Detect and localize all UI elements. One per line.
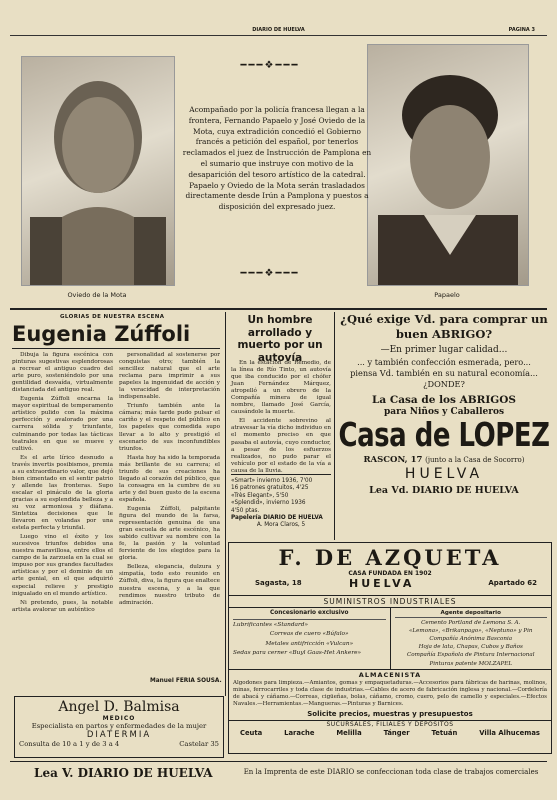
story-extradition: Acompañado por la policía francesa llegan a la frontera, Fernando Papaelo y José Oviedo de la Mota, cuya extradición concedió el Gobierno francés a petición del español, por tenerlos reclamados el juez de Instrucción de Pamplona en el sumario que instruye con motivo de la desaparición del tesoro artístico de la catedral. Papaelo y Oviedo de la Mota serán trasladados directamente desde Irún a Pamplona y puestos a disposición del expresado juez.	[182, 105, 372, 212]
branch-item: Tetuán	[431, 728, 458, 737]
page-number: PAGINA 3	[508, 27, 535, 33]
branch-item: Tánger	[383, 728, 410, 737]
shop-address: A. Mora Claros, 5	[256, 522, 306, 529]
eugenia-headline: Eugenia Zúffoli	[12, 322, 191, 346]
ad-address-line	[338, 455, 550, 465]
list-item: Cemento Portland de Lemona S. A.	[421, 620, 521, 627]
list-item: 4'50 ptas.	[231, 507, 260, 514]
ad-headline: ¿Qué exige Vd. para comprar un buen ABRIGO?	[340, 312, 548, 341]
portrait-icon	[22, 57, 174, 285]
ad-line: —En primer lugar calidad...	[380, 345, 508, 355]
list-item: Compañía Anónima Basconia	[429, 636, 513, 643]
column-rule	[334, 312, 335, 540]
caption-oviedo: Oviedo de la Mota	[67, 291, 127, 299]
ad-line: ... y también confección esmerada, pero...	[357, 357, 531, 367]
azqueta-ad	[228, 542, 552, 754]
paragraph: Eugenia Zúffoli encarna la mayor espiritual de temperamento artístico pulido con la máxima perfección y avalorado por una carrera sólida y triunfante, culminando por todas las tácticas teatrales en que se mueve y cultivó.	[12, 396, 113, 452]
newspaper-title: DIARIO DE HUELVA	[252, 27, 305, 33]
ad-almacen-text: Algodones para limpieza.—Amiantos, gomas y empaquetaduras.—Accesorios para fábricas de harinas, molinos, minas, ferrocarriles y toda clase de industrias.—Cables de acero de fabricación inglesa y nacional.—Cordelería de abacá y cáñamo.—Correas, cigüeñas, bolas, cáñamo, cromo, cuero, pelo de camello y especiales.—Efectos Navales.—Herramientas.—Mangueras.—Pinturas y Barnices.	[233, 679, 547, 707]
list-item: Sedas para cerner «Buyl Gaas-Het Ankere»	[233, 650, 362, 656]
ad-footer: Lea Vd. DIARIO DE HUELVA	[369, 485, 519, 496]
ad-address-note: (junto a la Casa de Socorro)	[425, 456, 525, 464]
ad-request: Solicite precios, muestras y presupuestos	[307, 709, 473, 718]
list-item: Hoja de lata, Chapas, Cubos y Baños	[418, 644, 523, 651]
ad-left-column	[229, 608, 391, 669]
portrait-icon	[368, 45, 528, 285]
ad-title: MEDICO	[102, 715, 136, 722]
ad-city: HUELVA	[349, 577, 415, 590]
branch-item: Villa Alhucemas	[479, 728, 540, 737]
shop-name: Papelería DIARIO DE HUELVA	[231, 515, 323, 522]
ad-box: Apartado 62	[488, 579, 537, 587]
ad-line: piensa Vd. también en su natural economía... ¿DONDE?	[350, 368, 538, 389]
ornament-bottom: ━━━❖━━━	[240, 268, 300, 279]
footer-rule	[10, 761, 547, 762]
ad-branches	[229, 729, 551, 737]
branch-item: Melilla	[336, 728, 362, 737]
column-title: Concesionario exclusivo	[233, 609, 386, 620]
paragraph: Eugenia Zúffoli, palpitante figura del mundo de la farsa, representación genuina de una gran escuela de arte escénico, ha sabido cultivar su nombre con la fe, la pasión y la voluntad ferviente de los elegidos para la gloria.	[119, 505, 220, 562]
balmisa-ad	[14, 696, 224, 758]
photo-papaelo	[367, 44, 529, 286]
header-rule	[10, 35, 547, 36]
ad-line: La Casa de los ABRIGOS	[372, 394, 516, 406]
eugenia-col1	[12, 352, 113, 690]
ornament-top: ━━━❖━━━	[240, 60, 300, 71]
list-item: «Lemona», «Brikanpago», «Neptuno» y Pin	[408, 628, 533, 635]
paragraph: Triunfo también ante la cámara; más tarde pudo pulsar el cariño y el respeto del público en los papeles que comedida supo llevar a lo alto y prestigió el escenario de sus inconfundibles triunfos.	[119, 403, 220, 452]
photo-oviedo	[21, 56, 175, 286]
abrigo-ad	[338, 312, 550, 496]
footer-left: Lea V. DIARIO DE HUELVA	[34, 766, 213, 780]
list-item: Pinturas patente MOLZAPEL	[429, 660, 513, 667]
list-item: Compañía Española de Pintura Internacional	[406, 652, 535, 659]
caption-papaelo: Papaelo	[434, 291, 460, 299]
paragraph: Dibuja la figura escénica con pinturas sugestivas esplendorosas a recrear el antiguo cuadro del arte puro, sosteniéndolo por una gentilidad desvaída, virtualmente distanciada del antiguo real.	[12, 352, 113, 394]
almanac-rule	[231, 474, 331, 475]
eugenia-col2	[119, 352, 220, 674]
list-item: 16 patrones gratuitos, 4'25	[231, 485, 309, 492]
branch-item: Larache	[284, 728, 315, 737]
list-item: «Très Elegant», 5'50	[231, 492, 289, 499]
paragraph: personalidad al sostenerse por conquistas otro; también la sencillez natural que el arte reclama para imprimir a sus papeles la ingenuidad de acción y la veracidad de interpretación indispensable.	[119, 352, 220, 401]
paragraph: Belleza, elegancia, dulzura y simpatía, todo esto reunido en Zúffoli, diva, la figura que enaltece nuestra escena, y a la que rendimos nuestro tributo de admiración.	[119, 564, 220, 606]
section-rule	[10, 308, 547, 310]
ad-section-title: ALMACENISTA	[358, 670, 422, 679]
ad-founded: CASA FUNDADA EN 1902	[348, 570, 432, 577]
paragraph: Ni pretendo, pues, la notable artista avalorar un auténtico	[12, 599, 113, 613]
ad-address: RASCON, 17	[363, 455, 423, 465]
ad-section-title: SUMINISTROS INDUSTRIALES	[229, 595, 551, 608]
eugenia-kicker: GLORIAS DE NUESTRA ESCENA	[60, 314, 165, 320]
eugenia-signature: Manuel FERIA SOUSA.	[150, 678, 222, 684]
almanac-list	[231, 478, 331, 530]
ad-section-title: SUCURSALES, FILIALES Y DEPOSITOS	[229, 720, 551, 728]
ad-specialty: Especialista en partos y enfermedades de la mujer	[31, 722, 207, 730]
ad-city: HUELVA	[404, 466, 484, 482]
paragraph: El accidente sobrevino al atravesar la vía dicho individuo en el momento preciso en que pasaba el autovía, cuyo conductor, a pesar de los esfuerzos realizados, no pudo parar el vehículo por el estado de la vía a causa de la lluvia.	[231, 418, 331, 474]
ad-brand: Casa de LOPEZ	[338, 417, 550, 455]
list-item: Correas de cuero «Búfalo»	[269, 631, 349, 637]
ad-line: para Niños y Caballeros	[383, 407, 505, 417]
accident-headline: Un hombre arrollado y muerto por un autovía	[237, 314, 323, 364]
footer-right: En la Imprenta de este DIARIO se confeccionan toda clase de trabajos comerciales	[243, 768, 539, 776]
paragraph: Es el arte lírico desnudo a través invertis posibismos, premia a su extraordinario valor, que dejó bien cimentado en el sentir patrio y allende las fronteras. Supo escalar el pináculo de la gloria gracias a su esplendida belleza y a su voz armoniosa y diáfana. Sintetiza decisiones que le llevaron en volandas por una estela perfecta y triunfal.	[12, 454, 113, 532]
ad-brand: Angel D. Balmisa	[58, 699, 180, 715]
paragraph: En la estación de Remedio, de la línea de Río Tinto, un autovía que iba conducido por el chófer Juan Fernández Márquez, atropelló a un obrero de la Compañía minera de igual nombre, llamado José García, causándole la muerte.	[231, 360, 331, 416]
eugenia-rule	[12, 348, 220, 349]
ad-right-column	[391, 608, 552, 669]
list-item: «Splendid», invierno 1936	[231, 500, 306, 507]
ad-two-columns	[229, 608, 551, 670]
list-item: Metales antifricción «Vulcan»	[265, 640, 354, 647]
ad-brand: F. DE AZQUETA	[278, 545, 502, 570]
branch-item: Ceuta	[239, 728, 263, 737]
ad-hours-row	[15, 740, 223, 750]
ad-street: Sagasta, 18	[255, 579, 302, 587]
list-item: Lubrificantes «Standard»	[233, 621, 309, 628]
ad-contact-row	[229, 577, 551, 591]
paragraph: Hasta hoy ha sido la temporada más brillante de su carrera; el triunfo de sus creaciones ha llegado al corazón del público, que la consagra en la cumbre de su arte y del buen gusto de la escena española.	[119, 454, 220, 503]
ad-method: DIATERMIA	[86, 730, 152, 740]
ad-hours: Consulta de 10 a 1 y de 3 a 4	[19, 740, 120, 748]
column-title: Agente depositario	[395, 609, 548, 618]
paragraph: Luego vino el éxito y los sucesivos triunfos debidos una nuestra maravillosa, entre ellos el campo de la zarzuela en la cual se impuso por sus grandes facultades artísticas y por el dominio de un arte genial, en el que adquirió especial relieve y prestigio inigualado en el mundo artístico.	[12, 534, 113, 597]
column-rule	[225, 312, 226, 696]
list-item: «Smart» invierno 1936, 7'00	[231, 478, 313, 484]
ad-address: Castelar 35	[179, 740, 219, 748]
accident-text	[231, 360, 331, 474]
